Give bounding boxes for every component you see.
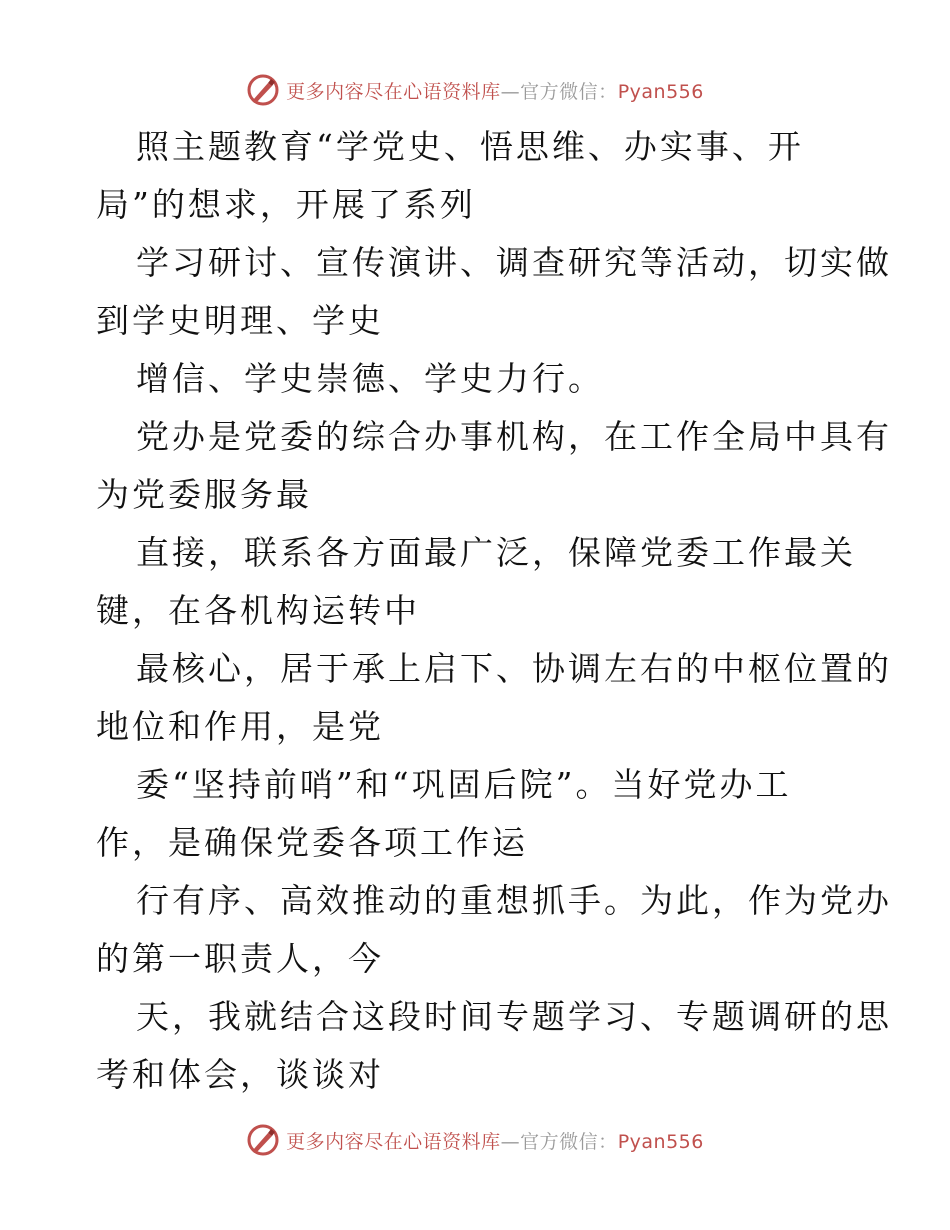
text-line: 作，是确保党委各项工作运 [96,823,528,862]
watermark-dash: — [500,1130,521,1153]
text-line: 考和体会，谈谈对 [96,1055,384,1094]
text-line: 行有序、高效推动的重想抓手。为此，作为党办 [136,881,892,920]
text-line: 地位和作用，是党 [96,707,384,746]
watermark-text [286,77,704,104]
text-line: 增信、学史崇德、学史力行。 [136,359,604,398]
watermark-handle: Pyan556 [617,1130,704,1153]
text-line: 天，我就结合这段时间专题学习、专题调研的思 [136,997,892,1036]
text-line: 照主题教育“学党史、悟思维、办实事、开 [136,127,804,166]
watermark-site-text: 更多内容尽在心语资料库 [286,1130,501,1153]
header-watermark [0,68,950,112]
text-line: 局”的想求，开展了系列 [96,185,476,224]
watermark-contact-label: 官方微信： [520,80,618,103]
watermark-contact-label: 官方微信： [520,1130,618,1153]
text-line: 直接，联系各方面最广泛，保障党委工作最关 [136,533,856,572]
pen-circle-logo-icon [246,73,280,107]
text-line: 委“坚持前哨”和“巩固后院”。当好党办工 [136,765,792,804]
watermark-handle: Pyan556 [617,80,704,103]
watermark-site-text: 更多内容尽在心语资料库 [286,80,501,103]
text-line: 党办是党委的综合办事机构，在工作全局中具有 [136,417,892,456]
text-line: 为党委服务最 [96,475,312,514]
text-line: 的第一职责人，今 [96,939,384,978]
pen-circle-logo-icon [246,1123,280,1157]
text-line: 学习研讨、宣传演讲、调查研究等活动，切实做 [136,243,892,282]
watermark-dash: — [500,80,521,103]
footer-watermark [0,1118,950,1162]
document-body [96,118,892,1104]
text-line: 键，在各机构运转中 [96,591,420,630]
text-line: 到学史明理、学史 [96,301,384,340]
watermark-text [286,1127,704,1154]
text-line: 最核心，居于承上启下、协调左右的中枢位置的 [136,649,892,688]
